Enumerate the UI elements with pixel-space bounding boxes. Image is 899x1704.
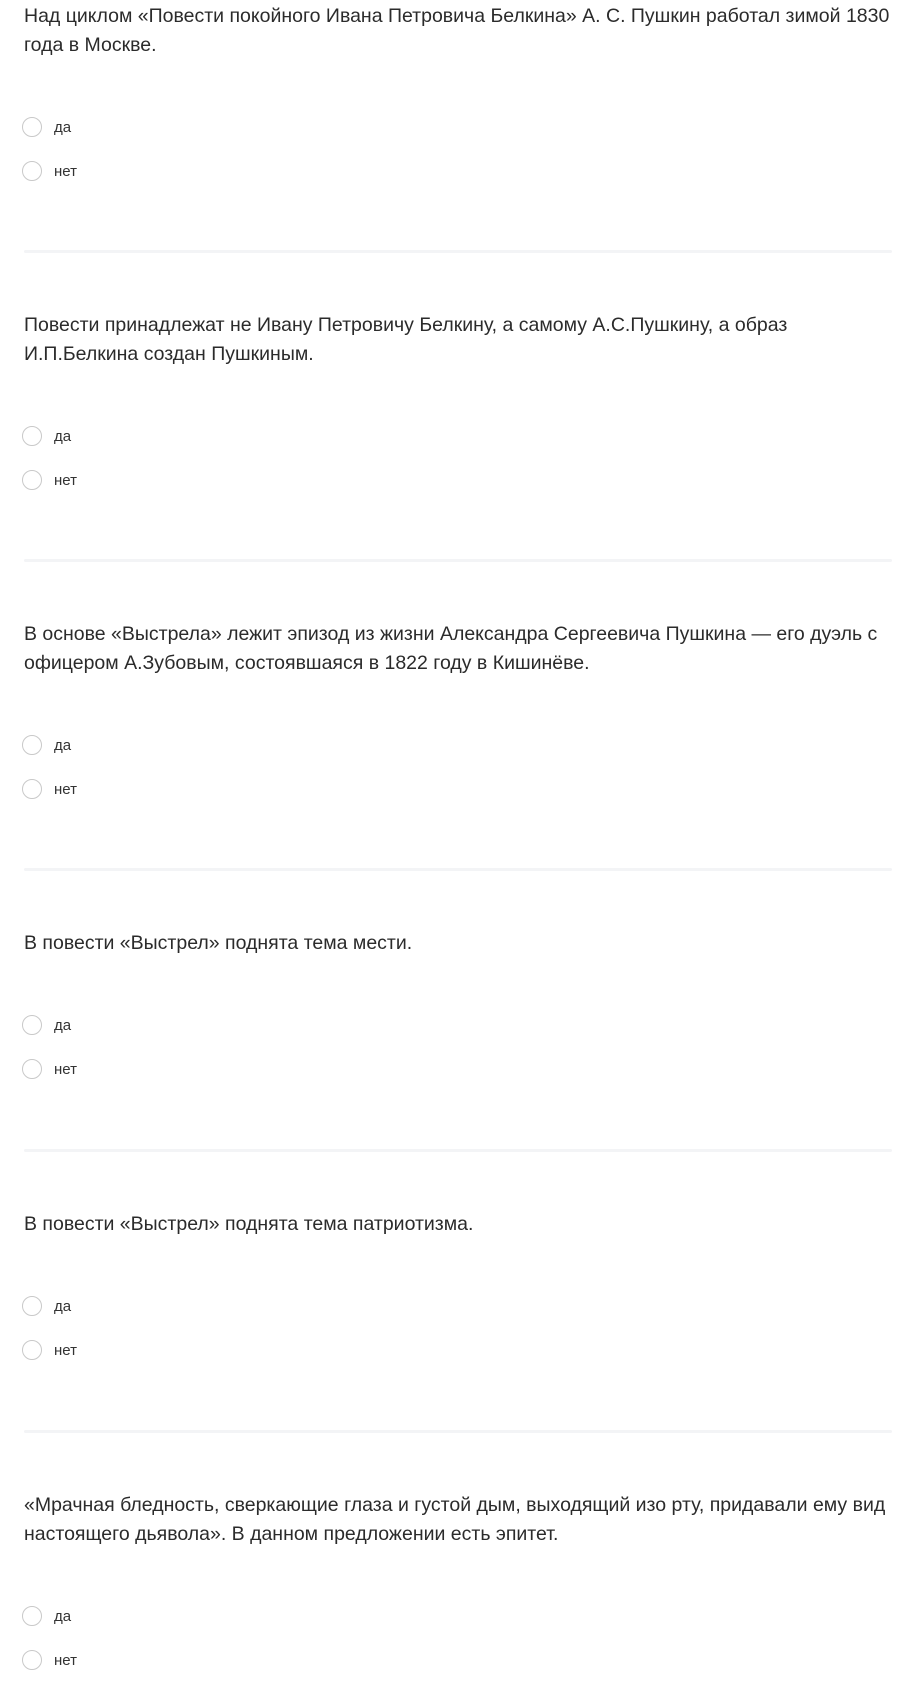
radio-button[interactable] <box>22 117 42 137</box>
radio-button[interactable] <box>22 1015 42 1035</box>
divider <box>24 559 892 562</box>
radio-button[interactable] <box>22 1296 42 1316</box>
option-label: да <box>54 427 72 445</box>
option-label: нет <box>54 1060 77 1078</box>
question-3 <box>24 620 892 678</box>
option-label: нет <box>54 1651 77 1669</box>
radio-button[interactable] <box>22 1059 42 1079</box>
divider <box>24 868 892 871</box>
option-no[interactable] <box>22 776 77 802</box>
option-label: да <box>54 118 72 136</box>
question-text: В повести «Выстрел» поднята тема патриотизма. <box>24 1213 474 1235</box>
option-yes[interactable] <box>22 1012 71 1038</box>
option-no[interactable] <box>22 1337 77 1363</box>
option-no[interactable] <box>22 1647 77 1673</box>
option-label: да <box>54 1607 72 1625</box>
option-label: нет <box>54 1341 77 1359</box>
question-text: Повести принадлежат не Ивану Петровичу Белкину, а самому А.С.Пушкину, а образ И.П.Белкина создан Пушкиным. <box>24 314 788 365</box>
option-label: да <box>54 1297 72 1315</box>
radio-button[interactable] <box>22 1650 42 1670</box>
option-label: да <box>54 736 72 754</box>
option-no[interactable] <box>22 158 77 184</box>
radio-button[interactable] <box>22 735 42 755</box>
radio-button[interactable] <box>22 161 42 181</box>
option-no[interactable] <box>22 1056 77 1082</box>
question-5 <box>24 1210 892 1239</box>
question-1 <box>24 2 892 60</box>
option-label: нет <box>54 471 77 489</box>
radio-button[interactable] <box>22 779 42 799</box>
radio-button[interactable] <box>22 470 42 490</box>
divider <box>24 1149 892 1152</box>
option-yes[interactable] <box>22 423 71 449</box>
option-yes[interactable] <box>22 1293 71 1319</box>
question-6 <box>24 1491 892 1549</box>
radio-button[interactable] <box>22 426 42 446</box>
divider <box>24 250 892 253</box>
radio-button[interactable] <box>22 1606 42 1626</box>
radio-button[interactable] <box>22 1340 42 1360</box>
question-text: «Мрачная бледность, сверкающие глаза и густой дым, выходящий изо рту, придавали ему вид настоящего дьявола». В данном предложении есть эпитет. <box>24 1494 886 1545</box>
question-text: В основе «Выстрела» лежит эпизод из жизни Александра Сергеевича Пушкина — его дуэль с офицером А.Зубовым, состоявшаяся в 1822 году в Кишинёве. <box>24 623 878 674</box>
question-4 <box>24 929 892 958</box>
option-yes[interactable] <box>22 114 71 140</box>
divider <box>24 1430 892 1433</box>
question-2 <box>24 311 892 369</box>
option-yes[interactable] <box>22 732 71 758</box>
option-label: да <box>54 1016 72 1034</box>
option-no[interactable] <box>22 467 77 493</box>
question-text: В повести «Выстрел» поднята тема мести. <box>24 932 413 954</box>
question-text: Над циклом «Повести покойного Ивана Петровича Белкина» А. С. Пушкин работал зимой 1830 года в Москве. <box>24 5 890 56</box>
option-label: нет <box>54 780 77 798</box>
option-label: нет <box>54 162 77 180</box>
option-yes[interactable] <box>22 1603 71 1629</box>
